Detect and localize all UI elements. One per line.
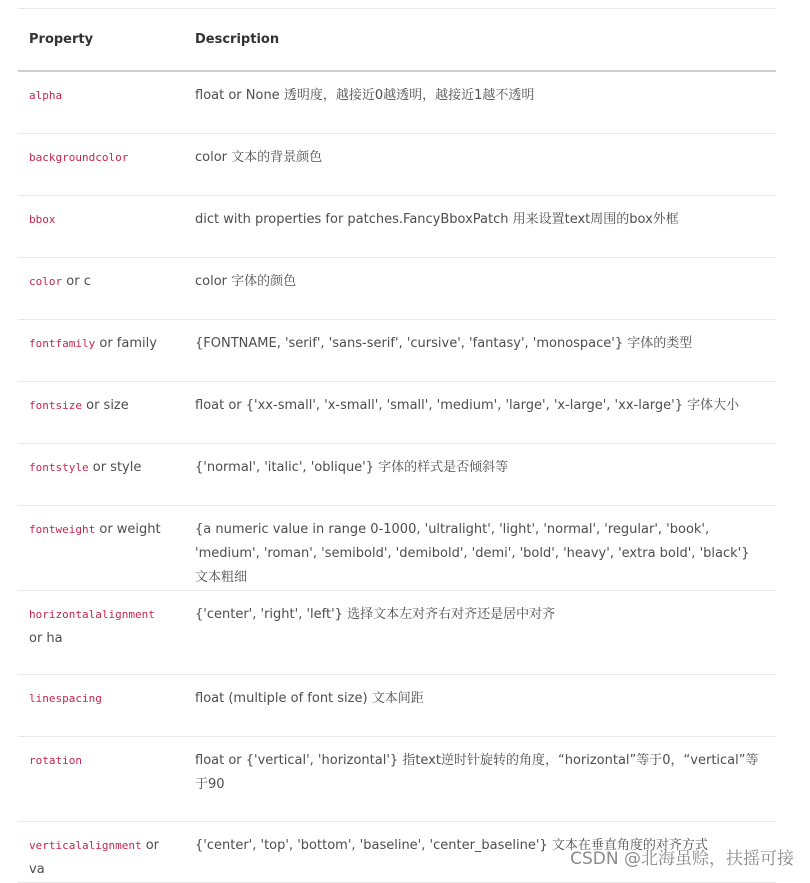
- table-row: [18, 257, 776, 319]
- property-alias: or ha: [29, 630, 63, 646]
- description-text: {a numeric value in range 0-1000, 'ultralight', 'light', 'normal', 'regular', 'book', 'medium', 'roman', 'semibold', 'demibold', 'demi', 'bold', 'heavy', 'extra bold', 'black'} 文本粗细: [195, 521, 750, 585]
- property-name: verticalalignment: [29, 838, 142, 852]
- description-cell: [184, 257, 776, 319]
- property-table: [18, 8, 776, 883]
- table-row: [18, 381, 776, 443]
- description-text: {'normal', 'italic', 'oblique'} 字体的样式是否倾斜等: [195, 459, 509, 475]
- description-cell: [184, 736, 776, 821]
- description-text: color 文本的背景颜色: [195, 149, 323, 165]
- description-text: float or {'vertical', 'horizontal'} 指text逆时针旋转的角度，“horizontal”等于0，“vertical”等于90: [195, 752, 759, 792]
- property-cell: [18, 195, 184, 257]
- header-property: Property: [18, 9, 184, 72]
- property-name: alpha: [29, 89, 63, 102]
- property-name: backgroundcolor: [29, 150, 129, 164]
- property-alias: or c: [62, 273, 91, 289]
- property-alias: or weight: [95, 521, 161, 537]
- property-name: fontfamily: [29, 336, 96, 350]
- table-row: [18, 71, 776, 133]
- table-header-row: [18, 9, 776, 72]
- property-cell: [18, 736, 184, 821]
- description-text: float (multiple of font size) 文本间距: [195, 690, 424, 706]
- property-cell: [18, 71, 184, 133]
- description-text: {'center', 'right', 'left'} 选择文本左对齐右对齐还是居中对齐: [195, 606, 556, 622]
- property-alias: or family: [95, 335, 157, 351]
- description-text: {FONTNAME, 'serif', 'sans-serif', 'cursive', 'fantasy', 'monospace'} 字体的类型: [195, 335, 693, 351]
- property-name: fontstyle: [29, 460, 89, 474]
- property-cell: [18, 257, 184, 319]
- table-row: [18, 195, 776, 257]
- description-text: color 字体的颜色: [195, 273, 297, 289]
- table-row: [18, 736, 776, 821]
- description-cell: [184, 590, 776, 674]
- description-text: {'center', 'top', 'bottom', 'baseline', 'center_baseline'} 文本在垂直角度的对齐方式: [195, 837, 708, 853]
- property-cell: [18, 443, 184, 505]
- property-cell: [18, 381, 184, 443]
- property-cell: [18, 821, 184, 882]
- table-row: [18, 443, 776, 505]
- table-row: [18, 319, 776, 381]
- table-row: [18, 674, 776, 736]
- property-name: linespacing: [29, 691, 102, 705]
- description-cell: [184, 319, 776, 381]
- table-row: [18, 590, 776, 674]
- csdn-watermark: CSDN @北海虽赊，扶摇可接: [570, 849, 794, 869]
- header-description: Description: [184, 9, 776, 72]
- property-name: horizontalalignment: [29, 607, 155, 621]
- table-row: [18, 505, 776, 590]
- property-cell: [18, 319, 184, 381]
- property-alias: or style: [88, 459, 142, 475]
- property-cell: [18, 505, 184, 590]
- property-name: fontsize: [29, 398, 82, 412]
- description-cell: [184, 133, 776, 195]
- description-text: dict with properties for patches.FancyBboxPatch 用来设置text周围的box外框: [195, 211, 679, 227]
- description-cell: [184, 71, 776, 133]
- description-cell: [184, 443, 776, 505]
- description-text: float or None 透明度，越接近0越透明，越接近1越不透明: [195, 88, 535, 103]
- description-cell: [184, 381, 776, 443]
- property-cell: [18, 590, 184, 674]
- property-cell: [18, 674, 184, 736]
- property-name: color: [29, 274, 63, 288]
- description-cell: [184, 674, 776, 736]
- property-name: bbox: [29, 212, 56, 226]
- description-cell: [184, 195, 776, 257]
- property-name: rotation: [29, 753, 82, 767]
- property-table-container: [18, 8, 776, 883]
- description-cell: [184, 505, 776, 590]
- property-cell: [18, 133, 184, 195]
- table-row: [18, 133, 776, 195]
- property-alias: or size: [81, 397, 129, 413]
- property-alias: or va: [29, 837, 160, 877]
- description-text: float or {'xx-small', 'x-small', 'small', 'medium', 'large', 'x-large', 'xx-large'} 字体大小: [195, 397, 740, 413]
- property-name: fontweight: [29, 522, 96, 536]
